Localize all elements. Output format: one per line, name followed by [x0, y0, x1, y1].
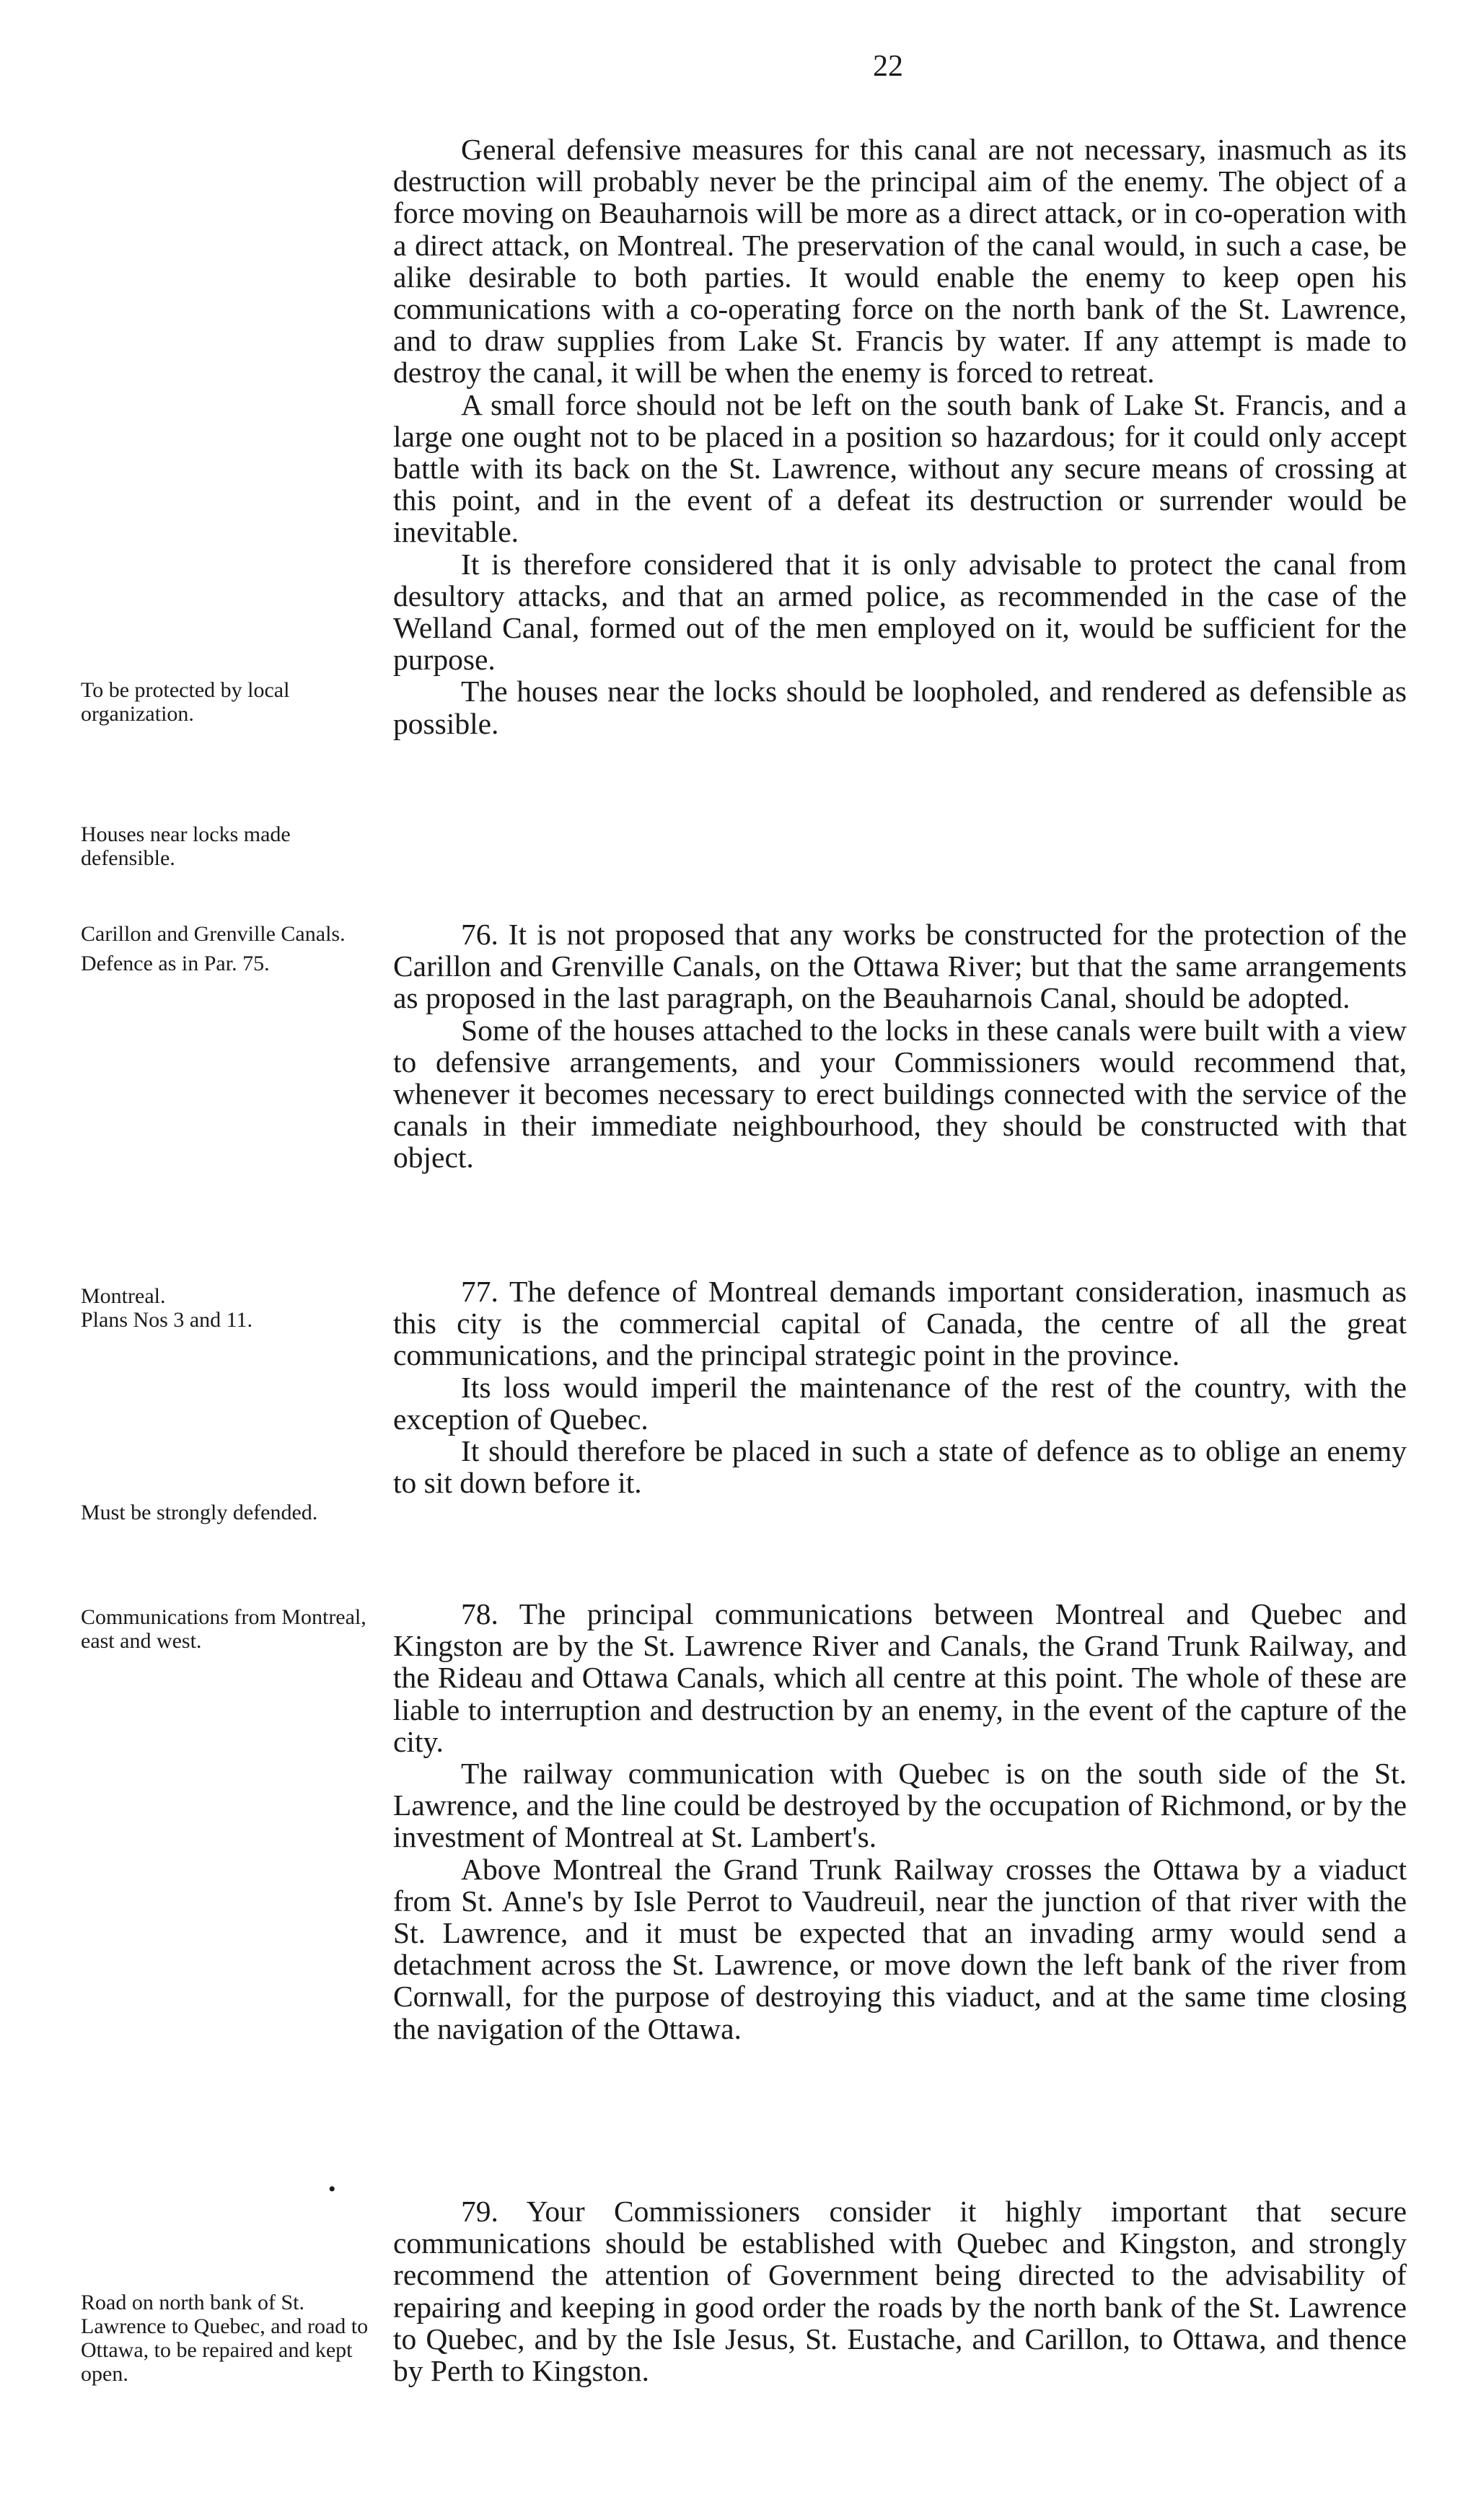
margin-note: Road on north bank of St. Lawrence to Quebec, and road to Ottawa, to be repaired and kept open.: [81, 2291, 369, 2386]
margin-note: To be protected by local organization.: [81, 678, 290, 726]
stray-dot: •: [328, 2177, 336, 2201]
margin-note: Must be strongly defended.: [81, 1501, 318, 1524]
margin-note: Houses near locks made defensible.: [81, 822, 291, 870]
paragraph: 76. It is not proposed that any works be constructed for the protection of the Carillon and Grenville Canals, on the Ottawa River; but that the same arrangements as proposed in the last paragraph, on the Beauharnois Canal, should be adopted.: [393, 918, 1407, 1015]
margin-note: Carillon and Grenville Canals. Defence as in Par. 75.: [81, 922, 346, 975]
paragraph: The railway communication with Quebec is on the south side of the St. Lawrence, and the line could be destroyed by the occupation of Richmond, or by the investment of Montreal at St. Lambert's.: [393, 1757, 1407, 1854]
main-block-para-76: [393, 918, 1407, 1174]
paragraph: It is therefore considered that it is only advisable to protect the canal from desultory attacks, and that an armed police, as recommended in the case of the Welland Canal, formed out of the men employed on it, would be sufficient for the purpose.: [393, 547, 1407, 677]
margin-note: Communications from Montreal, east and west.: [81, 1605, 366, 1653]
paragraph: Above Montreal the Grand Trunk Railway crosses the Ottawa by a viaduct from St. Anne's by Isle Perrot to Vaudreuil, near the junction of that river with the St. Lawrence, and it must be expected that an invading army would send a detachment across the St. Lawrence, or move down the left bank of the river from Cornwall, for the purpose of destroying this viaduct, and at the same time closing the navigation of the Ottawa.: [393, 1852, 1407, 2045]
paragraph: Some of the houses attached to the locks in these canals were built with a view to defensive arrangements, and your Commissioners would recommend that, whenever it becomes necessary to erect buildings connected with the service of the canals in their immediate neighbourhood, they should be constructed with that object.: [393, 1013, 1407, 1175]
paragraph: It should therefore be placed in such a state of defence as to oblige an enemy to sit down before it.: [393, 1434, 1407, 1500]
page-number: 22: [873, 50, 903, 83]
paragraph: A small force should not be left on the south bank of Lake St. Francis, and a large one ought not to be placed in a position so hazardous; for it could only accept battle with its back on the St. Lawrence, without any secure means of crossing at this point, and in the event of a defeat its destruction or surrender would be inevitable.: [393, 387, 1407, 549]
main-block-beauharnois: [393, 133, 1407, 739]
margin-note: Montreal. Plans Nos 3 and 11.: [81, 1284, 253, 1332]
paragraph: Its loss would imperil the maintenance of the rest of the country, with the exception of Quebec.: [393, 1370, 1407, 1436]
paragraph: General defensive measures for this canal are not necessary, inasmuch as its destruction will probably never be the principal aim of the enemy. The object of a force moving on Beauharnois will be more as a direct attack, or in co-operation with a direct attack, on Montreal. The preservation of the canal would, in such a case, be alike desirable to both parties. It would enable the enemy to keep open his communications with a co-operating force on the north bank of the St. Lawrence, and to draw supplies from Lake St. Francis by water. If any attempt is made to destroy the canal, it will be when the enemy is forced to retreat.: [393, 133, 1407, 390]
paragraph: The houses near the locks should be loopholed, and rendered as defensible as possible.: [393, 675, 1407, 740]
main-block-para-79: [393, 2195, 1407, 2387]
main-block-para-78: [393, 1598, 1407, 2045]
main-block-para-77: [393, 1276, 1407, 1498]
paragraph: 77. The defence of Montreal demands important consideration, inasmuch as this city is the commercial capital of Canada, the centre of all the great communications, and the principal strategic point in the province.: [393, 1275, 1407, 1372]
paragraph: 79. Your Commissioners consider it highly important that secure communications should be established with Quebec and Kingston, and strongly recommend the attention of Government being directed to the advisability of repairing and keeping in good order the roads by the north bank of the St. Lawrence to Quebec, and by the Isle Jesus, St. Eustache, and Carillon, to Ottawa, and thence by Perth to Kingston.: [393, 2195, 1407, 2388]
paragraph: 78. The principal communications between Montreal and Quebec and Kingston are by the St. Lawrence River and Canals, the Grand Trunk Railway, and the Rideau and Ottawa Canals, which all centre at this point. The whole of these are liable to interruption and destruction by an enemy, in the event of the capture of the city.: [393, 1597, 1407, 1758]
